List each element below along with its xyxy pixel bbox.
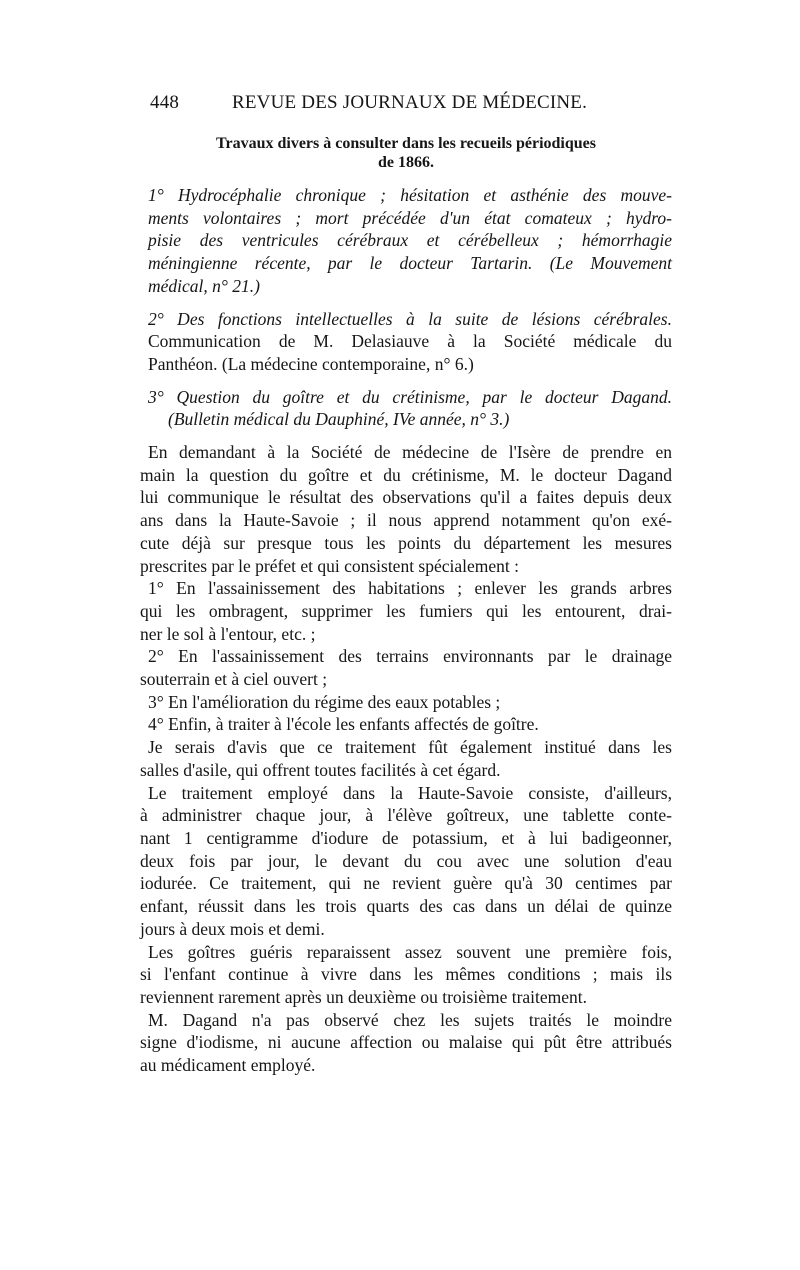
reference-line: méningienne récente, par le docteur Tartarin. (Le Mouvement (148, 253, 672, 274)
page-number: 448 (150, 92, 180, 113)
text-line: iodurée. Ce traitement, qui ne revient guère qu'à 30 centimes par (140, 873, 672, 894)
text-line: si l'enfant continue à vivre dans les mêmes conditions ; mais ils (140, 964, 672, 985)
text-line: Le traitement employé dans la Haute-Savoie consiste, d'ailleurs, (148, 782, 672, 803)
section-heading-line: Travaux divers à consulter dans les recueils périodiques (215, 135, 596, 152)
text-line: ner le sol à l'entour, etc. ; (140, 623, 316, 644)
section-heading-line: de 1866. (378, 154, 434, 171)
paragraph-9 (140, 1009, 672, 1077)
text-line: jours à deux mois et demi. (140, 918, 325, 939)
text-line: 3° En l'amélioration du régime des eaux potables ; (148, 691, 501, 712)
reference-line: médical, n° 21.) (148, 275, 260, 296)
text-line: En demandant à la Société de médecine de l'Isère de prendre en (148, 442, 672, 463)
reference-line: 3° Question du goître et du crétinisme, par le docteur Dagand. (148, 386, 672, 407)
section-heading (140, 134, 672, 172)
text-line: ans dans la Haute-Savoie ; il nous apprend notamment qu'on exé- (140, 510, 672, 531)
text-line: souterrain et à ciel ouvert ; (140, 669, 328, 690)
reference-item-2 (140, 308, 672, 376)
text-line: 4° Enfin, à traiter à l'école les enfants affectés de goître. (148, 714, 539, 735)
text-line: nant 1 centigramme d'iodure de potassium, et à lui badigeonner, (140, 827, 672, 848)
paragraph-7 (140, 782, 672, 941)
text-line: salles d'asile, qui offrent toutes facilités à cet égard. (140, 759, 501, 780)
paragraph-3 (140, 645, 672, 690)
page-header (150, 92, 670, 116)
reference-line: Communication de M. Delasiauve à la Société médicale du (148, 331, 672, 352)
reference-item-3 (140, 386, 672, 431)
page-body (140, 134, 672, 1077)
text-line: enfant, réussit dans les trois quarts des cas dans un délai de quinze (140, 896, 672, 917)
paragraph-8 (140, 941, 672, 1009)
text-line: 2° En l'assainissement des terrains environnants par le drainage (148, 646, 672, 667)
text-line: main la question du goître et du crétinisme, M. le docteur Dagand (140, 464, 672, 485)
reference-line: ments volontaires ; mort précédée d'un état comateux ; hydro- (148, 207, 672, 228)
reference-line: (Bulletin médical du Dauphiné, IVe année, n° 3.) (168, 409, 510, 430)
text-line: Je serais d'avis que ce traitement fût également institué dans les (148, 737, 672, 758)
text-line: signe d'iodisme, ni aucune affection ou malaise qui pût être attribués (140, 1032, 672, 1053)
reference-line: Panthéon. (La médecine contemporaine, n° 6.) (148, 353, 474, 374)
paragraph-6 (140, 736, 672, 781)
reference-item-1 (140, 184, 672, 298)
text-line: cute déjà sur presque tous les points du département les mesures (140, 532, 672, 553)
paragraph-2 (140, 577, 672, 645)
text-line: reviennent rarement après un deuxième ou troisième traitement. (140, 986, 588, 1007)
running-title: REVUE DES JOURNAUX DE MÉDECINE. (232, 92, 588, 113)
text-line: M. Dagand n'a pas observé chez les sujets traités le moindre (148, 1009, 672, 1030)
text-line: à administrer chaque jour, à l'élève goîtreux, une tablette conte- (140, 805, 672, 826)
text-line: qui les ombragent, supprimer les fumiers qui les entourent, drai- (140, 600, 672, 621)
text-line: Les goîtres guéris reparaissent assez souvent une première fois, (148, 941, 672, 962)
paragraph-4 (140, 691, 672, 714)
text-line: prescrites par le préfet et qui consistent spécialement : (140, 555, 520, 576)
paragraph-1 (140, 441, 672, 577)
text-line: deux fois par jour, le devant du cou avec une solution d'eau (140, 850, 672, 871)
paragraph-5 (140, 713, 672, 736)
reference-line: pisie des ventricules cérébraux et cérébelleux ; hémorrhagie (148, 230, 672, 251)
text-line: lui communique le résultat des observations qu'il a faites depuis deux (140, 487, 672, 508)
text-line: 1° En l'assainissement des habitations ; enlever les grands arbres (148, 578, 672, 599)
text-line: au médicament employé. (140, 1055, 316, 1076)
reference-line: 2° Des fonctions intellectuelles à la suite de lésions cérébrales. (148, 308, 672, 329)
reference-line: 1° Hydrocéphalie chronique ; hésitation et asthénie des mouve- (148, 185, 672, 205)
